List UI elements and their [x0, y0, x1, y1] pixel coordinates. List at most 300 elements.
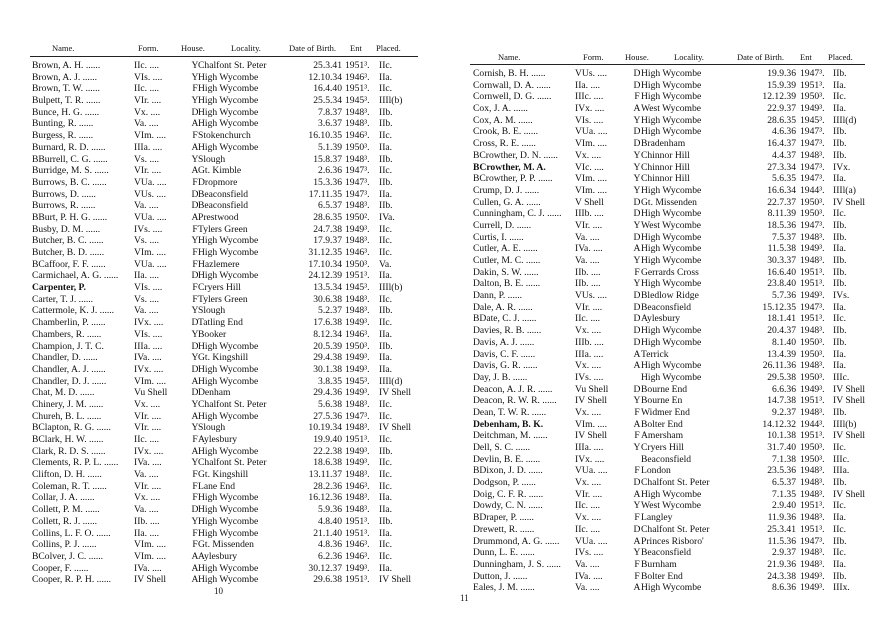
cell-locality: High Wycombe — [198, 340, 259, 352]
cell-placed: IV Shell — [379, 574, 412, 586]
table-row — [32, 224, 427, 236]
cell-ent: 1947³. — [800, 68, 825, 79]
cell-form: VIr. .... — [134, 410, 162, 422]
table-row — [32, 492, 427, 504]
cell-ent: 1947³. — [800, 301, 825, 313]
cell-dob: 17.10.34 — [308, 258, 342, 270]
table-row — [32, 457, 427, 469]
cell-dob: 5.6.35 — [772, 173, 796, 185]
cell-placed: IIb. — [379, 176, 393, 188]
cell-placed: IIa. — [379, 504, 393, 516]
cell-placed: IIb. — [833, 477, 847, 489]
cell-form: VIm. .... — [134, 550, 166, 562]
cell-placed: IIb. — [379, 200, 393, 212]
cell-locality: Princes Risboro' — [641, 535, 704, 547]
cell-house: Y — [633, 173, 641, 185]
cell-placed: IIb. — [833, 126, 847, 138]
cell-form: IIa. .... — [134, 270, 160, 282]
cell-placed: IIIl(d) — [833, 114, 857, 126]
cell-ent: 1948³. — [345, 106, 370, 118]
cell-dob: 25.3.41 — [313, 60, 342, 71]
cell-ent: 1945³. — [345, 375, 370, 387]
cell-house: Y — [191, 153, 199, 165]
cell-form: Va. .... — [575, 231, 600, 243]
cell-house: A — [191, 211, 199, 223]
cell-house: D — [633, 68, 641, 79]
cell-dob: 28.2.36 — [313, 480, 342, 492]
cell-locality: Bourne En — [641, 395, 683, 407]
cell-ent: 1947³. — [800, 138, 825, 150]
cell-dob: 16.6.34 — [767, 184, 796, 196]
cell-locality: Bolter End — [641, 418, 683, 430]
cell-name: Crook, B. E. ...... — [473, 126, 539, 138]
cell-locality: Slough — [198, 422, 226, 434]
cell-placed: IIIx. — [833, 582, 850, 594]
cell-form: Vx. .... — [575, 360, 602, 372]
cell-placed: IIIa. — [833, 465, 850, 477]
table-row — [473, 232, 873, 244]
header-name: Name. — [52, 43, 75, 53]
cell-house: Y — [633, 114, 641, 126]
cell-name: Deacon, R. W. R. ...... — [473, 395, 557, 407]
cell-form: VUa. .... — [575, 126, 608, 138]
cell-house: F — [634, 512, 640, 524]
table-row — [32, 504, 427, 516]
cell-placed: IIb. — [833, 336, 847, 348]
cell-dob: 6.6.36 — [772, 383, 796, 395]
cell-placed: IIc. — [379, 410, 393, 422]
cell-house: F — [192, 130, 198, 142]
table-row — [473, 524, 873, 536]
cell-form: Va. .... — [134, 504, 159, 516]
cell-locality: High Wycombe — [198, 270, 259, 282]
cell-dob: 31.7.40 — [767, 442, 796, 453]
cell-ent: 1947³. — [800, 161, 825, 173]
cell-house: F — [192, 247, 198, 258]
cell-form: VUs. .... — [134, 188, 166, 200]
cell-locality: Prestwood — [198, 211, 239, 223]
cell-placed: IIc. — [379, 60, 393, 71]
cell-dob: 5.1.39 — [318, 141, 342, 153]
cell-dob: 13.11.37 — [308, 469, 342, 481]
cell-placed: Va. — [379, 258, 392, 270]
cell-locality: High Wycombe — [198, 492, 259, 504]
cell-form: Vx. .... — [575, 149, 602, 161]
cell-ent: 1947³. — [800, 535, 825, 547]
cell-placed: IIc. — [379, 130, 393, 142]
cell-name: Dann, P. ...... — [473, 290, 523, 302]
table-row — [32, 305, 427, 317]
cell-name: Brown, T. W. ...... — [32, 83, 100, 95]
cell-name: Bunce, H. G. ...... — [32, 106, 100, 118]
cell-ent: 1947³. — [800, 173, 825, 185]
cell-dob: 11.5.38 — [767, 243, 796, 255]
cell-locality: Langley — [641, 512, 673, 524]
cell-locality: High Wycombe — [198, 247, 259, 258]
cell-locality: Booker — [198, 328, 227, 340]
table-row — [32, 539, 427, 551]
cell-locality: Chinnor Hill — [641, 149, 690, 161]
table-row — [473, 360, 873, 372]
cell-house: Y — [633, 184, 641, 196]
cell-locality: West Wycombe — [641, 219, 702, 231]
cell-placed: IIb. — [833, 231, 847, 243]
cell-name: Dalton, B. E. ...... — [473, 278, 541, 290]
cell-form: IIIb. .... — [575, 208, 604, 220]
cell-form: Vu Shell — [134, 387, 168, 399]
cell-form: IVx. .... — [134, 317, 164, 329]
cell-ent: 1949³. — [800, 570, 825, 582]
cell-name: BCaffoor, F. F. ...... — [32, 258, 106, 270]
cell-house: Y — [191, 95, 199, 107]
cell-house: Y — [191, 352, 199, 364]
cell-form: IVa. .... — [134, 457, 162, 469]
table-row — [32, 422, 427, 434]
cell-locality: Beaconsfield — [641, 301, 692, 313]
cell-locality: High Wycombe — [641, 336, 702, 348]
cell-form: IVs. .... — [575, 547, 604, 559]
cell-house: Y — [633, 219, 641, 231]
cell-house: Y — [633, 278, 641, 290]
cell-ent: 1950³. — [800, 196, 825, 208]
cell-house: A — [191, 550, 199, 562]
cell-name: Dunn, L. E. ...... — [473, 547, 535, 559]
cell-name: Chandler, D. J. ...... — [32, 375, 107, 387]
cell-locality: Bolter End — [641, 570, 683, 582]
cell-house: F — [634, 465, 640, 477]
cell-name: Dell, S. C. ...... — [473, 442, 531, 453]
cell-form: Vx. .... — [134, 398, 161, 410]
header-house: House. — [625, 52, 649, 62]
table-row — [32, 165, 427, 177]
cell-dob: 18.5.36 — [767, 219, 796, 231]
cell-house: D — [191, 504, 199, 516]
cell-ent: 1949³. — [800, 582, 825, 594]
cell-house: A — [633, 360, 641, 372]
cell-name: Burrows, D. ...... — [32, 188, 96, 200]
cell-ent: 1948³. — [800, 360, 825, 372]
cell-form: VUs. .... — [575, 290, 607, 302]
cell-dob: 5.9.36 — [318, 504, 342, 516]
cell-form: IVx. .... — [575, 453, 605, 465]
cell-form: Va. .... — [134, 200, 159, 212]
cell-dob: 13.4.39 — [767, 348, 796, 360]
cell-house: Y — [191, 305, 199, 317]
cell-locality: London — [641, 465, 671, 477]
cell-name: Collett, P. M. ...... — [32, 504, 100, 516]
cell-placed: IIa. — [833, 558, 847, 570]
table-row — [473, 185, 873, 197]
cell-ent: 1950³. — [345, 141, 370, 153]
cell-dob: 24.12.39 — [308, 270, 342, 282]
table-row — [473, 208, 873, 220]
cell-dob: 17.11.35 — [308, 188, 342, 200]
cell-placed: IIc. — [379, 317, 393, 329]
table-row — [473, 442, 873, 454]
page-number: 10 — [214, 586, 223, 596]
cell-house: A — [633, 488, 641, 500]
cell-name: Dunningham, J. S. ...... — [473, 558, 561, 570]
cell-form: VIm. .... — [134, 375, 166, 387]
cell-ent: 1946³. — [345, 247, 370, 258]
cell-name: Crump, D. J. ...... — [473, 184, 540, 196]
header-placed: Placed. — [828, 52, 853, 62]
cell-ent: 1945³. — [345, 282, 370, 294]
cell-dob: 8.6.36 — [772, 582, 796, 594]
cell-ent: 1947³. — [345, 410, 370, 422]
cell-locality: Chinnor Hill — [641, 161, 690, 173]
header-dob: Date of Birth. — [289, 43, 336, 53]
cell-locality: Bourne End — [641, 383, 688, 395]
cell-placed: IIb. — [833, 406, 847, 418]
table-row — [32, 142, 427, 154]
cell-placed: IIb. — [833, 149, 847, 161]
cell-placed: IIa. — [379, 270, 393, 282]
cell-locality: Chalfont St. Peter — [641, 477, 710, 489]
cell-dob: 30.3.37 — [767, 255, 796, 266]
cell-ent: 1950³. — [800, 371, 825, 383]
cell-dob: 12.12.39 — [762, 91, 796, 103]
cell-name: Chandler, A. J. ...... — [32, 363, 106, 375]
cell-placed: IIa. — [833, 348, 847, 360]
cell-dob: 11.5.36 — [767, 535, 796, 547]
cell-dob: 8.11.39 — [767, 208, 796, 220]
cell-ent: 1950³. — [800, 348, 825, 360]
cell-dob: 18.1.41 — [767, 313, 796, 325]
cell-locality: High Wycombe — [198, 141, 259, 153]
cell-name: Cullen, G. A. ...... — [473, 196, 541, 208]
cell-locality: Chalfont St. Peter — [198, 457, 267, 469]
cell-house: F — [634, 558, 640, 570]
cell-ent: 1950². — [345, 211, 370, 223]
table-row — [473, 465, 873, 477]
table-row — [473, 384, 873, 396]
cell-placed: IIa. — [379, 141, 393, 153]
cell-form: Va. .... — [575, 558, 600, 570]
cell-placed: IVs. — [833, 290, 850, 302]
table-row — [473, 430, 873, 442]
cell-dob: 22.9.37 — [767, 103, 796, 115]
cell-house: Y — [191, 328, 199, 340]
cell-dob: 30.1.38 — [313, 363, 342, 375]
cell-placed: IIb. — [379, 106, 393, 118]
table-row — [32, 247, 427, 259]
cell-locality: High Wycombe — [198, 504, 259, 516]
table-row — [473, 536, 873, 548]
roster-list-right — [473, 68, 873, 594]
cell-placed: IIb. — [379, 515, 393, 527]
cell-ent: 1951³. — [345, 527, 370, 539]
cell-placed: IIc. — [833, 313, 847, 325]
cell-ent: 1946³. — [345, 480, 370, 492]
cell-form: IV Shell — [575, 430, 608, 442]
cell-form: IIa. .... — [575, 79, 601, 91]
cell-dob: 5.2.37 — [318, 305, 342, 317]
cell-placed: IIa. — [833, 79, 847, 91]
cell-house: D — [191, 106, 199, 118]
cell-dob: 7.1.38 — [772, 453, 796, 465]
cell-locality: High Wycombe — [641, 360, 702, 372]
table-row — [473, 138, 873, 150]
cell-house: Y — [191, 71, 199, 83]
cell-ent: 1951³. — [800, 79, 825, 91]
cell-ent: 1946³. — [345, 539, 370, 551]
cell-name: Bunting, R. ...... — [32, 118, 94, 130]
cell-placed: IIc. — [833, 91, 847, 103]
cell-form: VIr. .... — [575, 219, 603, 231]
cell-name: BColver, J. C. ...... — [32, 550, 104, 562]
cell-form: IIc. .... — [575, 500, 601, 512]
cell-house: Y — [191, 235, 199, 247]
cell-dob: 3.8.35 — [318, 375, 342, 387]
cell-ent: 1947³. — [800, 219, 825, 231]
cell-ent: 1949³. — [345, 317, 370, 329]
cell-name: Chambers, R. ...... — [32, 328, 102, 340]
cell-name: Carter, T. J. ...... — [32, 293, 94, 305]
cell-placed: IIc. — [379, 469, 393, 481]
cell-placed: IIc. — [833, 442, 847, 453]
cell-locality: Gt. Kingshill — [198, 469, 249, 481]
cell-placed: IV Shell — [833, 196, 866, 208]
cell-placed: IIa. — [833, 301, 847, 313]
cell-house: A — [633, 243, 641, 255]
cell-locality: Denham — [198, 387, 231, 399]
cell-house: F — [192, 258, 198, 270]
cell-form: IVa. .... — [575, 243, 603, 255]
cell-form: IIc. .... — [134, 83, 160, 95]
cell-house: A — [191, 562, 199, 574]
cell-form: IVx. .... — [134, 445, 164, 457]
cell-form: Vx. .... — [575, 406, 602, 418]
cell-name: Cox, J. A. ...... — [473, 103, 528, 115]
cell-locality: Dropmore — [198, 176, 238, 188]
cell-locality: Slough — [198, 305, 226, 317]
cell-form: VIm. .... — [134, 247, 166, 258]
header-locality: Locality. — [674, 52, 704, 62]
cell-placed: IIa. — [833, 243, 847, 255]
table-row — [473, 419, 873, 431]
cell-ent: 1951³. — [800, 266, 825, 278]
cell-name: Cornwall, D. A. ...... — [473, 79, 551, 91]
cell-dob: 16.10.35 — [308, 130, 342, 142]
cell-form: VUa. .... — [575, 465, 608, 477]
table-row — [32, 411, 427, 423]
cell-dob: 22.7.37 — [767, 196, 796, 208]
cell-dob: 7.1.35 — [772, 488, 796, 500]
table-row — [473, 395, 873, 407]
cell-placed: IIc. — [379, 550, 393, 562]
cell-ent: 1951³. — [800, 523, 825, 535]
cell-ent: 1949³. — [345, 363, 370, 375]
cell-locality: High Wycombe — [198, 106, 259, 118]
cell-form: IVx. .... — [575, 103, 605, 115]
cell-form: IVa. .... — [134, 562, 162, 574]
cell-name: Chureh, B. L. ...... — [32, 410, 102, 422]
cell-placed: IIc. — [379, 457, 393, 469]
cell-name: Cox, A. M. ...... — [473, 114, 533, 126]
cell-locality: High Wycombe — [641, 278, 702, 290]
cell-ent: 1951³. — [345, 83, 370, 95]
cell-form: IIIa. .... — [134, 141, 163, 153]
table-row — [473, 547, 873, 559]
cell-dob: 3.6.37 — [318, 118, 342, 130]
cell-name: Carpenter, P. — [32, 282, 86, 294]
cell-dob: 22.2.38 — [313, 445, 342, 457]
header-house: House. — [181, 43, 205, 53]
cell-ent: 1950³. — [800, 208, 825, 220]
cell-form: Vx. .... — [575, 512, 602, 524]
cell-house: F — [192, 492, 198, 504]
table-row — [32, 235, 427, 247]
cell-placed: IV Shell — [379, 387, 412, 399]
cell-house: D — [191, 387, 199, 399]
cell-name: Dowdy, C. N. ...... — [473, 500, 543, 512]
table-row — [32, 60, 427, 72]
cell-house: A — [191, 165, 199, 177]
cell-name: Chamberlin, P. ...... — [32, 317, 106, 329]
cell-form: VUa. .... — [134, 258, 167, 270]
cell-house: D — [633, 290, 641, 302]
cell-form: Va. .... — [134, 118, 159, 130]
cell-house: D — [633, 325, 641, 337]
table-row — [473, 454, 873, 466]
table-row — [473, 571, 873, 583]
header-ent: Ent — [350, 43, 362, 53]
cell-placed: IV Shell — [833, 488, 866, 500]
table-row — [32, 107, 427, 119]
cell-dob: 16.4.37 — [767, 138, 796, 150]
cell-name: Dakin, S. W. ...... — [473, 266, 539, 278]
cell-house: D — [633, 79, 641, 91]
cell-locality: Chalfont St. Peter — [198, 60, 267, 71]
cell-house: D — [633, 336, 641, 348]
cell-locality: Beaconsfield — [641, 547, 692, 559]
cell-dob: 8.1.40 — [772, 336, 796, 348]
cell-dob: 23.5.36 — [767, 465, 796, 477]
table-row — [32, 118, 427, 130]
header-dob: Date of Birth. — [737, 52, 784, 62]
cell-house: A — [191, 410, 199, 422]
cell-locality: High Wycombe — [641, 325, 702, 337]
cell-name: Cutler, A. E. ...... — [473, 243, 538, 255]
cell-ent: 1951³. — [345, 434, 370, 445]
cell-form: VIs. .... — [134, 328, 163, 340]
cell-form: VIr. .... — [134, 95, 162, 107]
cell-ent: 1950³. — [800, 91, 825, 103]
cell-locality: High Wycombe — [641, 582, 702, 594]
cell-dob: 6.5.37 — [772, 477, 796, 489]
cell-dob: 30.6.38 — [313, 293, 342, 305]
cell-placed: IIb. — [833, 266, 847, 278]
cell-house: F — [192, 469, 198, 481]
cell-locality: West Wycombe — [641, 103, 702, 115]
cell-locality: Bledlow Ridge — [641, 290, 699, 302]
cell-form: IV Shell — [134, 574, 167, 586]
cell-ent: 1944³. — [800, 418, 825, 430]
cell-dob: 2.6.36 — [318, 165, 342, 177]
cell-name: Curtis, I. ...... — [473, 231, 524, 243]
cell-name: Clifton, D. H. ...... — [32, 469, 102, 481]
table-row — [32, 563, 427, 575]
cell-locality: High Wycombe — [198, 363, 259, 375]
cell-placed: IIc. — [379, 434, 393, 445]
cell-placed: IIa. — [379, 352, 393, 364]
table-row — [32, 516, 427, 528]
cell-name: Cross, R. E. ...... — [473, 138, 536, 150]
cell-locality: Tylers Green — [198, 223, 248, 235]
table-row — [32, 270, 427, 282]
cell-form: Vs. .... — [134, 293, 160, 305]
